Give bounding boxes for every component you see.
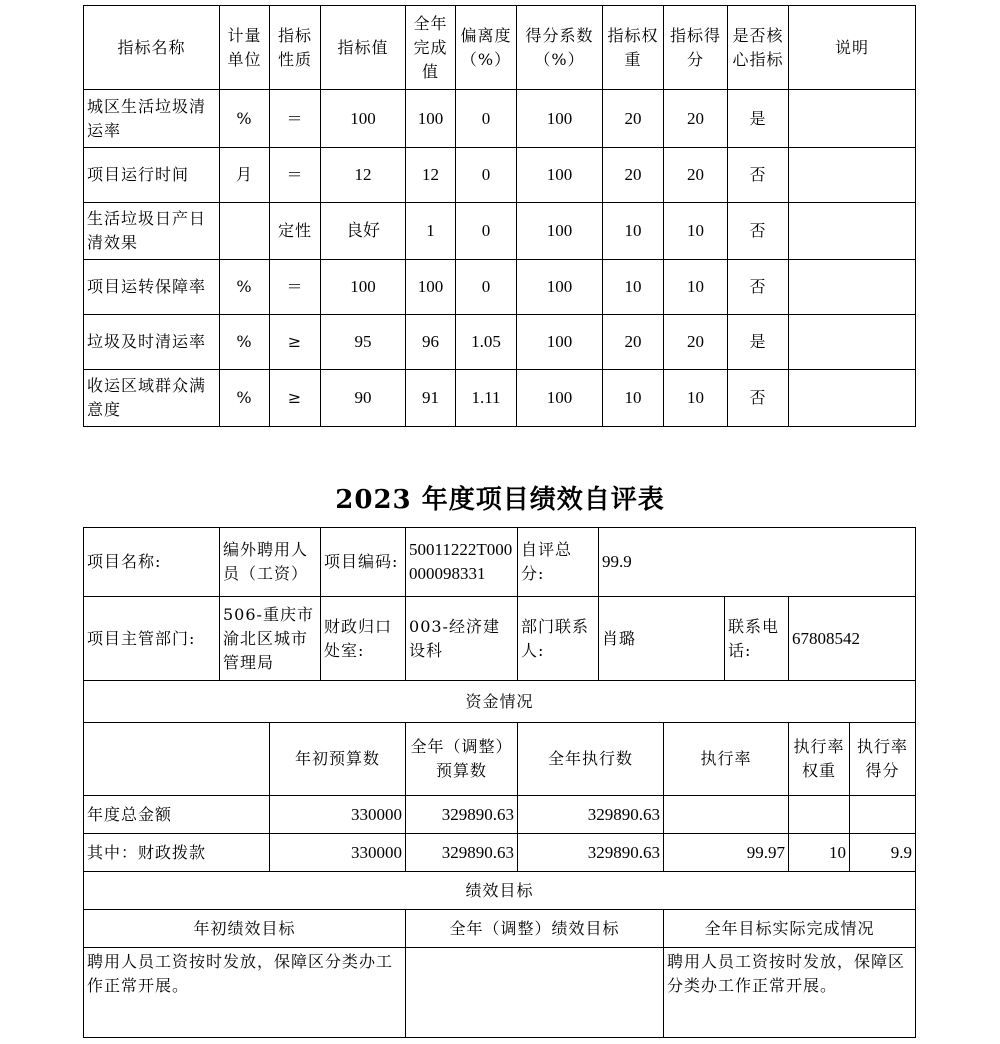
funds-header-executed: 全年执行数 — [518, 723, 664, 796]
contact-value: 肖璐 — [599, 597, 725, 681]
indicator-cell-note — [789, 90, 916, 148]
funds-total-initial: 330000 — [270, 796, 406, 834]
indicator-cell-note — [789, 148, 916, 203]
indicator-body — [84, 90, 916, 427]
indicator-cell-core: 是 — [728, 315, 789, 370]
indicator-cell-name: 生活垃圾日产日清效果 — [84, 203, 220, 260]
indicator-cell-unit: 月 — [220, 148, 270, 203]
project-name-value: 编外聘用人员（工资） — [220, 528, 321, 597]
goals-header-initial: 年初绩效目标 — [84, 910, 406, 948]
indicator-cell-deviation: 0 — [456, 203, 517, 260]
indicator-cell-actual: 100 — [406, 260, 456, 315]
indicator-cell-name: 项目运转保障率 — [84, 260, 220, 315]
indicator-cell-weight: 10 — [603, 203, 664, 260]
indicator-cell-name: 垃圾及时清运率 — [84, 315, 220, 370]
goals-content-row — [84, 948, 916, 1038]
indicator-cell-coef: 100 — [517, 260, 603, 315]
funds-fiscal-row — [84, 834, 916, 872]
indicator-cell-core: 否 — [728, 203, 789, 260]
indicator-cell-unit — [220, 203, 270, 260]
indicator-cell-core: 是 — [728, 90, 789, 148]
indicator-cell-unit: % — [220, 315, 270, 370]
indicator-row — [84, 315, 916, 370]
indicator-cell-coef: 100 — [517, 203, 603, 260]
indicator-cell-score: 20 — [664, 148, 728, 203]
header-weight: 指标权重 — [603, 6, 664, 90]
indicator-cell-score: 20 — [664, 90, 728, 148]
funds-header-adjusted: 全年（调整）预算数 — [406, 723, 518, 796]
header-name: 指标名称 — [84, 6, 220, 90]
project-name-label: 项目名称: — [84, 528, 220, 597]
indicator-cell-name: 项目运行时间 — [84, 148, 220, 203]
indicator-cell-unit: % — [220, 370, 270, 427]
indicator-cell-unit: % — [220, 90, 270, 148]
project-code-value: 50011222T000000098331 — [406, 528, 518, 597]
indicator-row — [84, 370, 916, 427]
dept-value: 506-重庆市渝北区城市管理局 — [220, 597, 321, 681]
header-score: 指标得分 — [664, 6, 728, 90]
phone-value: 67808542 — [789, 597, 916, 681]
indicator-cell-unit: % — [220, 260, 270, 315]
indicator-cell-name: 收运区域群众满意度 — [84, 370, 220, 427]
indicator-header-row — [84, 6, 916, 90]
indicator-cell-deviation: 0 — [456, 148, 517, 203]
finance-label: 财政归口处室: — [321, 597, 406, 681]
indicator-cell-note — [789, 370, 916, 427]
indicator-cell-nature: ＝ — [270, 260, 321, 315]
indicator-cell-note — [789, 260, 916, 315]
page-title: 2023 年度项目绩效自评表 — [335, 485, 665, 515]
indicator-cell-core: 否 — [728, 148, 789, 203]
self-score-label: 自评总分: — [518, 528, 599, 597]
self-score-value: 99.9 — [599, 528, 916, 597]
header-unit: 计量单位 — [220, 6, 270, 90]
indicator-cell-nature: ＝ — [270, 90, 321, 148]
funds-total-label: 年度总金额 — [84, 796, 270, 834]
indicator-cell-nature: ≥ — [270, 315, 321, 370]
indicator-cell-target: 良好 — [321, 203, 406, 260]
funds-total-weight — [789, 796, 850, 834]
indicator-cell-coef: 100 — [517, 90, 603, 148]
funds-header-row — [84, 723, 916, 796]
indicator-cell-actual: 91 — [406, 370, 456, 427]
indicator-cell-target: 100 — [321, 90, 406, 148]
indicator-row — [84, 148, 916, 203]
goals-section-row — [84, 872, 916, 910]
indicator-cell-target: 12 — [321, 148, 406, 203]
funds-fiscal-executed: 329890.63 — [518, 834, 664, 872]
goals-adjusted-text — [406, 948, 664, 1038]
header-coef: 得分系数（%） — [517, 6, 603, 90]
goals-header-adjusted: 全年（调整）绩效目标 — [406, 910, 664, 948]
funds-total-score — [850, 796, 916, 834]
indicator-cell-note — [789, 203, 916, 260]
indicator-cell-weight: 20 — [603, 148, 664, 203]
indicator-cell-score: 10 — [664, 203, 728, 260]
project-code-label: 项目编码: — [321, 528, 406, 597]
funds-fiscal-label: 其中：财政拨款 — [84, 834, 270, 872]
evaluation-table — [83, 527, 916, 1038]
indicator-cell-actual: 1 — [406, 203, 456, 260]
indicator-cell-weight: 20 — [603, 90, 664, 148]
indicator-table — [83, 5, 916, 427]
finance-value: 003-经济建设科 — [406, 597, 518, 681]
funds-header-rate: 执行率 — [664, 723, 789, 796]
indicator-cell-note — [789, 315, 916, 370]
project-name-row — [84, 528, 916, 597]
indicator-row — [84, 260, 916, 315]
indicator-cell-coef: 100 — [517, 370, 603, 427]
funds-fiscal-rate: 99.97 — [664, 834, 789, 872]
indicator-cell-actual: 100 — [406, 90, 456, 148]
indicator-cell-deviation: 0 — [456, 90, 517, 148]
indicator-cell-deviation: 1.11 — [456, 370, 517, 427]
funds-fiscal-adjusted: 329890.63 — [406, 834, 518, 872]
indicator-cell-nature: 定性 — [270, 203, 321, 260]
goals-section-title: 绩效目标 — [84, 872, 916, 910]
goals-initial-text: 聘用人员工资按时发放，保障区分类办工作正常开展。 — [84, 948, 406, 1038]
funds-header-initial: 年初预算数 — [270, 723, 406, 796]
header-deviation: 偏离度（%） — [456, 6, 517, 90]
funds-header-weight: 执行率权重 — [789, 723, 850, 796]
indicator-cell-actual: 12 — [406, 148, 456, 203]
goals-actual-text: 聘用人员工资按时发放，保障区分类办工作正常开展。 — [664, 948, 916, 1038]
indicator-cell-weight: 20 — [603, 315, 664, 370]
indicator-cell-weight: 10 — [603, 260, 664, 315]
indicator-cell-nature: ＝ — [270, 148, 321, 203]
funds-fiscal-initial: 330000 — [270, 834, 406, 872]
funds-fiscal-score: 9.9 — [850, 834, 916, 872]
goals-header-actual: 全年目标实际完成情况 — [664, 910, 916, 948]
indicator-cell-actual: 96 — [406, 315, 456, 370]
indicator-cell-deviation: 0 — [456, 260, 517, 315]
indicator-cell-nature: ≥ — [270, 370, 321, 427]
indicator-cell-deviation: 1.05 — [456, 315, 517, 370]
indicator-cell-score: 10 — [664, 260, 728, 315]
header-target: 指标值 — [321, 6, 406, 90]
indicator-cell-score: 10 — [664, 370, 728, 427]
funds-total-rate — [664, 796, 789, 834]
funds-total-row — [84, 796, 916, 834]
funds-total-adjusted: 329890.63 — [406, 796, 518, 834]
indicator-cell-target: 100 — [321, 260, 406, 315]
indicator-cell-target: 95 — [321, 315, 406, 370]
indicator-cell-coef: 100 — [517, 148, 603, 203]
indicator-cell-core: 否 — [728, 370, 789, 427]
phone-label: 联系电话: — [725, 597, 789, 681]
funds-section-row — [84, 681, 916, 723]
dept-label: 项目主管部门: — [84, 597, 220, 681]
indicator-cell-coef: 100 — [517, 315, 603, 370]
indicator-cell-target: 90 — [321, 370, 406, 427]
header-actual: 全年完成值 — [406, 6, 456, 90]
indicator-cell-score: 20 — [664, 315, 728, 370]
funds-header-score: 执行率得分 — [850, 723, 916, 796]
header-nature: 指标性质 — [270, 6, 321, 90]
department-row — [84, 597, 916, 681]
indicator-cell-weight: 10 — [603, 370, 664, 427]
header-core: 是否核心指标 — [728, 6, 789, 90]
indicator-cell-core: 否 — [728, 260, 789, 315]
goals-header-row — [84, 910, 916, 948]
funds-fiscal-weight: 10 — [789, 834, 850, 872]
indicator-cell-name: 城区生活垃圾清运率 — [84, 90, 220, 148]
funds-total-executed: 329890.63 — [518, 796, 664, 834]
indicator-row — [84, 90, 916, 148]
header-note: 说明 — [789, 6, 916, 90]
indicator-row — [84, 203, 916, 260]
funds-section-title: 资金情况 — [84, 681, 916, 723]
funds-header-blank — [84, 723, 270, 796]
contact-label: 部门联系人: — [518, 597, 599, 681]
